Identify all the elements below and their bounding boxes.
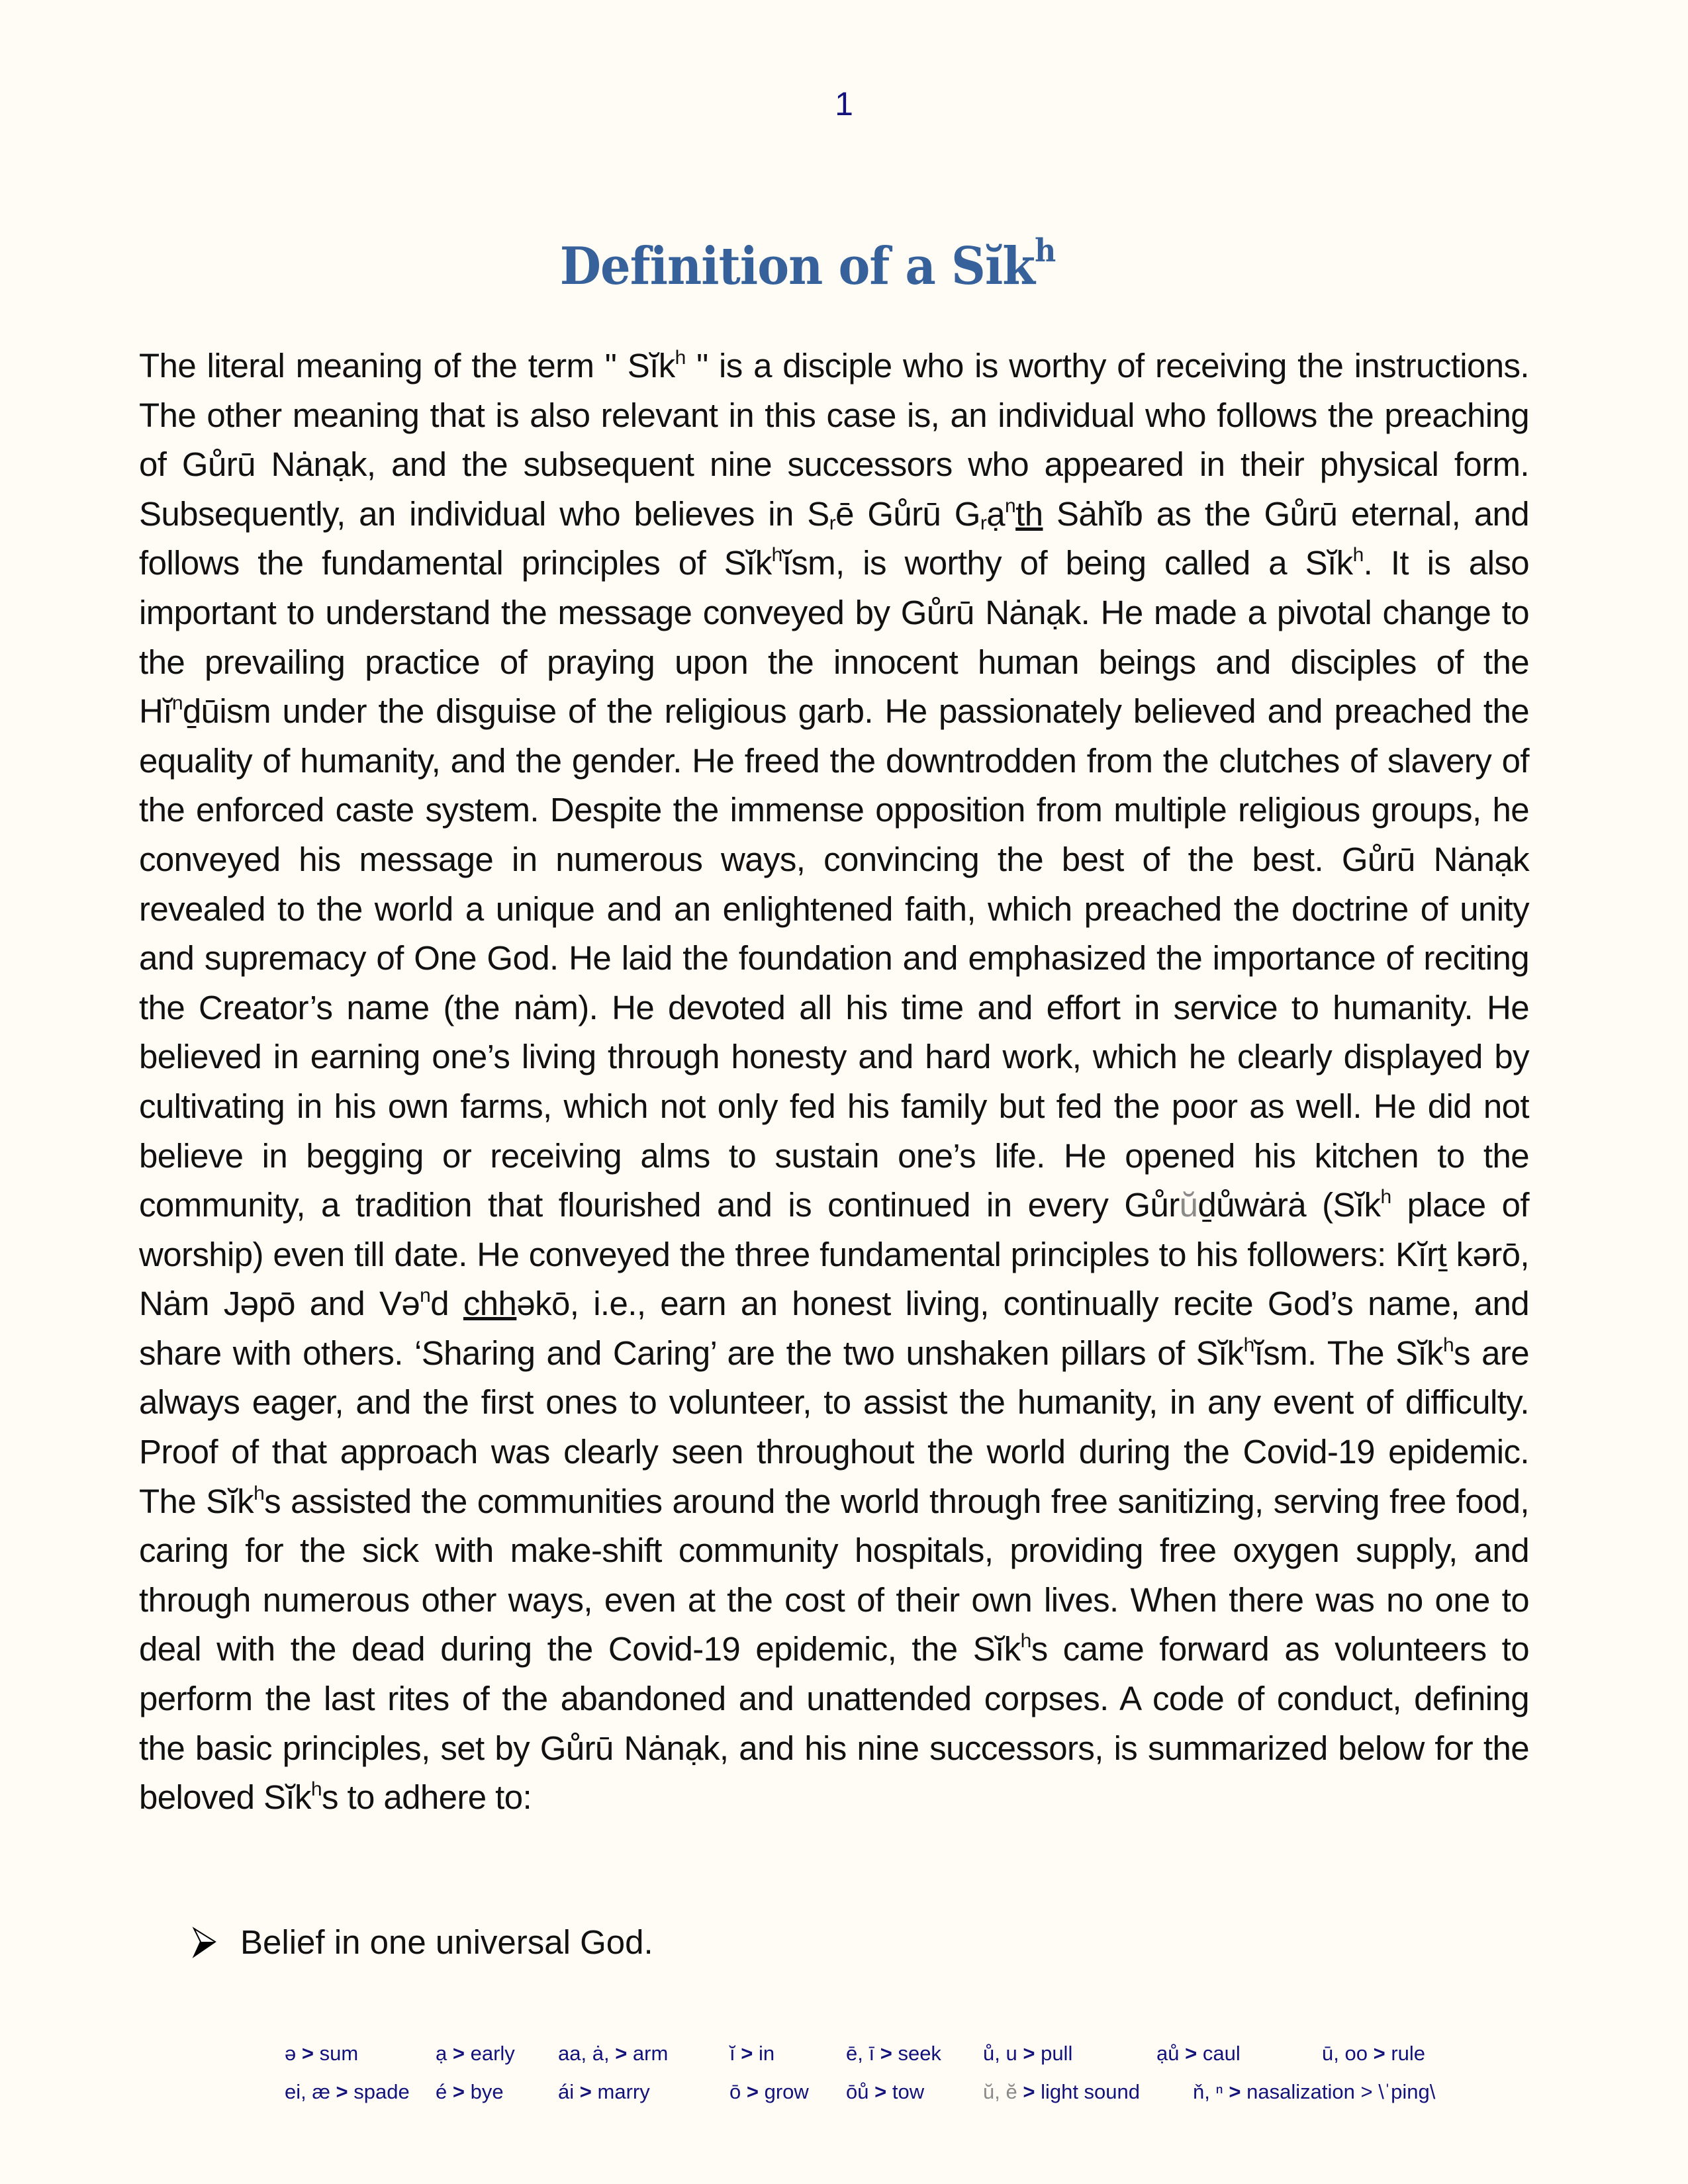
legend-entry: ĭ > in [729,2042,775,2065]
text-segment: d [430,1285,463,1323]
list-item [189,1923,653,1962]
page-title-text: Definition of a Sĭk [559,236,1035,297]
superscript-n: n [1005,494,1016,517]
arrowhead-bullet-icon [189,1926,235,1959]
superscript-h: h [310,1778,322,1801]
legend-entry: ū, oo > rule [1322,2042,1426,2065]
text-segment: " is a disciple who is worthy of receiving the instructions. The other meaning that is also relevant in this case is, an individual who follows the preaching of Gůrū Nȧnạk, and the subsequent nine successors who appeared in their physical form. Subsequently, an individual who believes in S [139,347,1529,533]
text-segment: ĭsm, is worthy of being called a Sĭk [782,544,1353,582]
legend-entry: ạ > early [436,2042,515,2065]
legend-entry: ə > sum [285,2042,359,2065]
legend-entry: aa, ȧ, > arm [558,2042,669,2065]
legend-entry: ů, u > pull [983,2042,1073,2065]
superscript-h: h [675,347,686,369]
superscript-n: n [171,692,183,715]
subscript-r: r [980,512,987,534]
page-number: 1 [835,85,853,122]
text-segment: ḏůwȧrȧ (Sĭk [1197,1186,1381,1224]
legend-entry: ōů > tow [846,2080,925,2103]
superscript-h: h [254,1482,265,1504]
legend-entry: ē, ī > seek [846,2042,941,2065]
text-segment: s are always eager, and the first ones to volunteer, to assist the humanity, in any event of difficulty. Proof of that approach was clearly seen throughout the world during the Covid-19 epidemic. The Sĭk [139,1334,1529,1520]
muted-vowel: ŭ [1179,1186,1198,1224]
legend-entry: ái > marry [558,2080,650,2103]
text-segment: ḏūism under the disguise of the religious garb. He passionately believed and preached the equality of humanity, and the gender. He freed the downtrodden from the clutches of slavery of the enforced caste system. Despite the immense opposition from multiple religious groups, he conveyed his message in numerous ways, convincing the best of the best. Gůrū Nȧnạk revealed to the world a unique and an enlightened faith, which preached the doctrine of unity and supremacy of One God. He laid the foundation and emphasized the importance of reciting the Creator’s name (the nȧm). He devoted all his time and effort in service to humanity. He believed in earning one’s living through honesty and hard work, which he clearly displayed by cultivating in his own farms, which not only fed his family but fed the poor as well. He did not believe in begging or receiving alms to sustain one’s life. He opened his kitchen to the community, a tradition that flourished and is continued in every Gůr [139,692,1529,1224]
legend-entry: ŭ, ĕ > light sound [983,2080,1141,2103]
underlined-th: th [1015,494,1043,533]
text-segment: Sȧhĭb as the Gůrū eternal, and follows the fundamental principles of Sĭk [139,494,1529,582]
underlined-chh: chh [463,1285,517,1323]
principles-list [189,1923,653,1962]
text-segment: ē Gůrū G [835,494,980,533]
superscript-h: h [1380,1186,1391,1208]
text-segment: ạ [986,494,1006,533]
text-segment: s assisted the communities around the world through free sanitizing, serving free food, caring for the sick with make-shift community hospitals, providing free oxygen supply, and through numerous other ways, even at the cost of their own lives. When there was no one to deal with the dead during the Covid-19 epidemic, the Sĭk [139,1482,1530,1668]
list-item-text: Belief in one universal God. [240,1923,653,1961]
text-segment: The literal meaning of the term " Sĭk [139,347,675,385]
superscript-n: n [420,1285,431,1307]
text-segment: . It is also important to understand the message conveyed by Gůrū Nȧnạk. He made a pivotal change to the prevailing practice of praying upon the innocent human beings and disciples of the Hĭ [139,544,1529,731]
legend-entry: ạů > caul [1156,2042,1241,2065]
text-segment: ĭsm. The Sĭk [1254,1334,1443,1372]
superscript-h: h [771,544,782,567]
text-segment: s came forward as volunteers to perform the last rites of the abandoned and unattended corpses. A code of conduct, defining the basic principles, set by Gůrū Nȧnạk, and his nine successors, is summarized below for the beloved Sĭk [139,1630,1530,1817]
legend-entry: ō > grow [729,2080,809,2103]
legend-entry: ei, æ > spade [285,2080,410,2103]
superscript-h: h [1352,544,1364,567]
text-segment: s to adhere to: [322,1778,532,1817]
legend-entry: ň, ⁿ > nasalization > \ˈping\ [1193,2080,1436,2103]
page-title [65,232,1551,297]
text-segment: əkō, i.e., earn an honest living, continually recite God’s name, and share with others. ‘Sharing and Caring’ are the two unshaken pillars of Sĭk [139,1285,1529,1372]
legend-entry: é > bye [436,2080,504,2103]
superscript-h: h [1020,1630,1031,1653]
page-title-superscript: h [1035,232,1056,270]
superscript-h: h [1442,1334,1454,1356]
text-segment: place of worship) even till date. He conveyed the three fundamental principles to his followers: Kĭrṯ kərō, Nȧm Jəpō and Və [139,1186,1529,1323]
subscript-r: r [829,512,836,534]
superscript-h: h [1243,1334,1254,1356]
body-paragraph [139,341,1529,1823]
